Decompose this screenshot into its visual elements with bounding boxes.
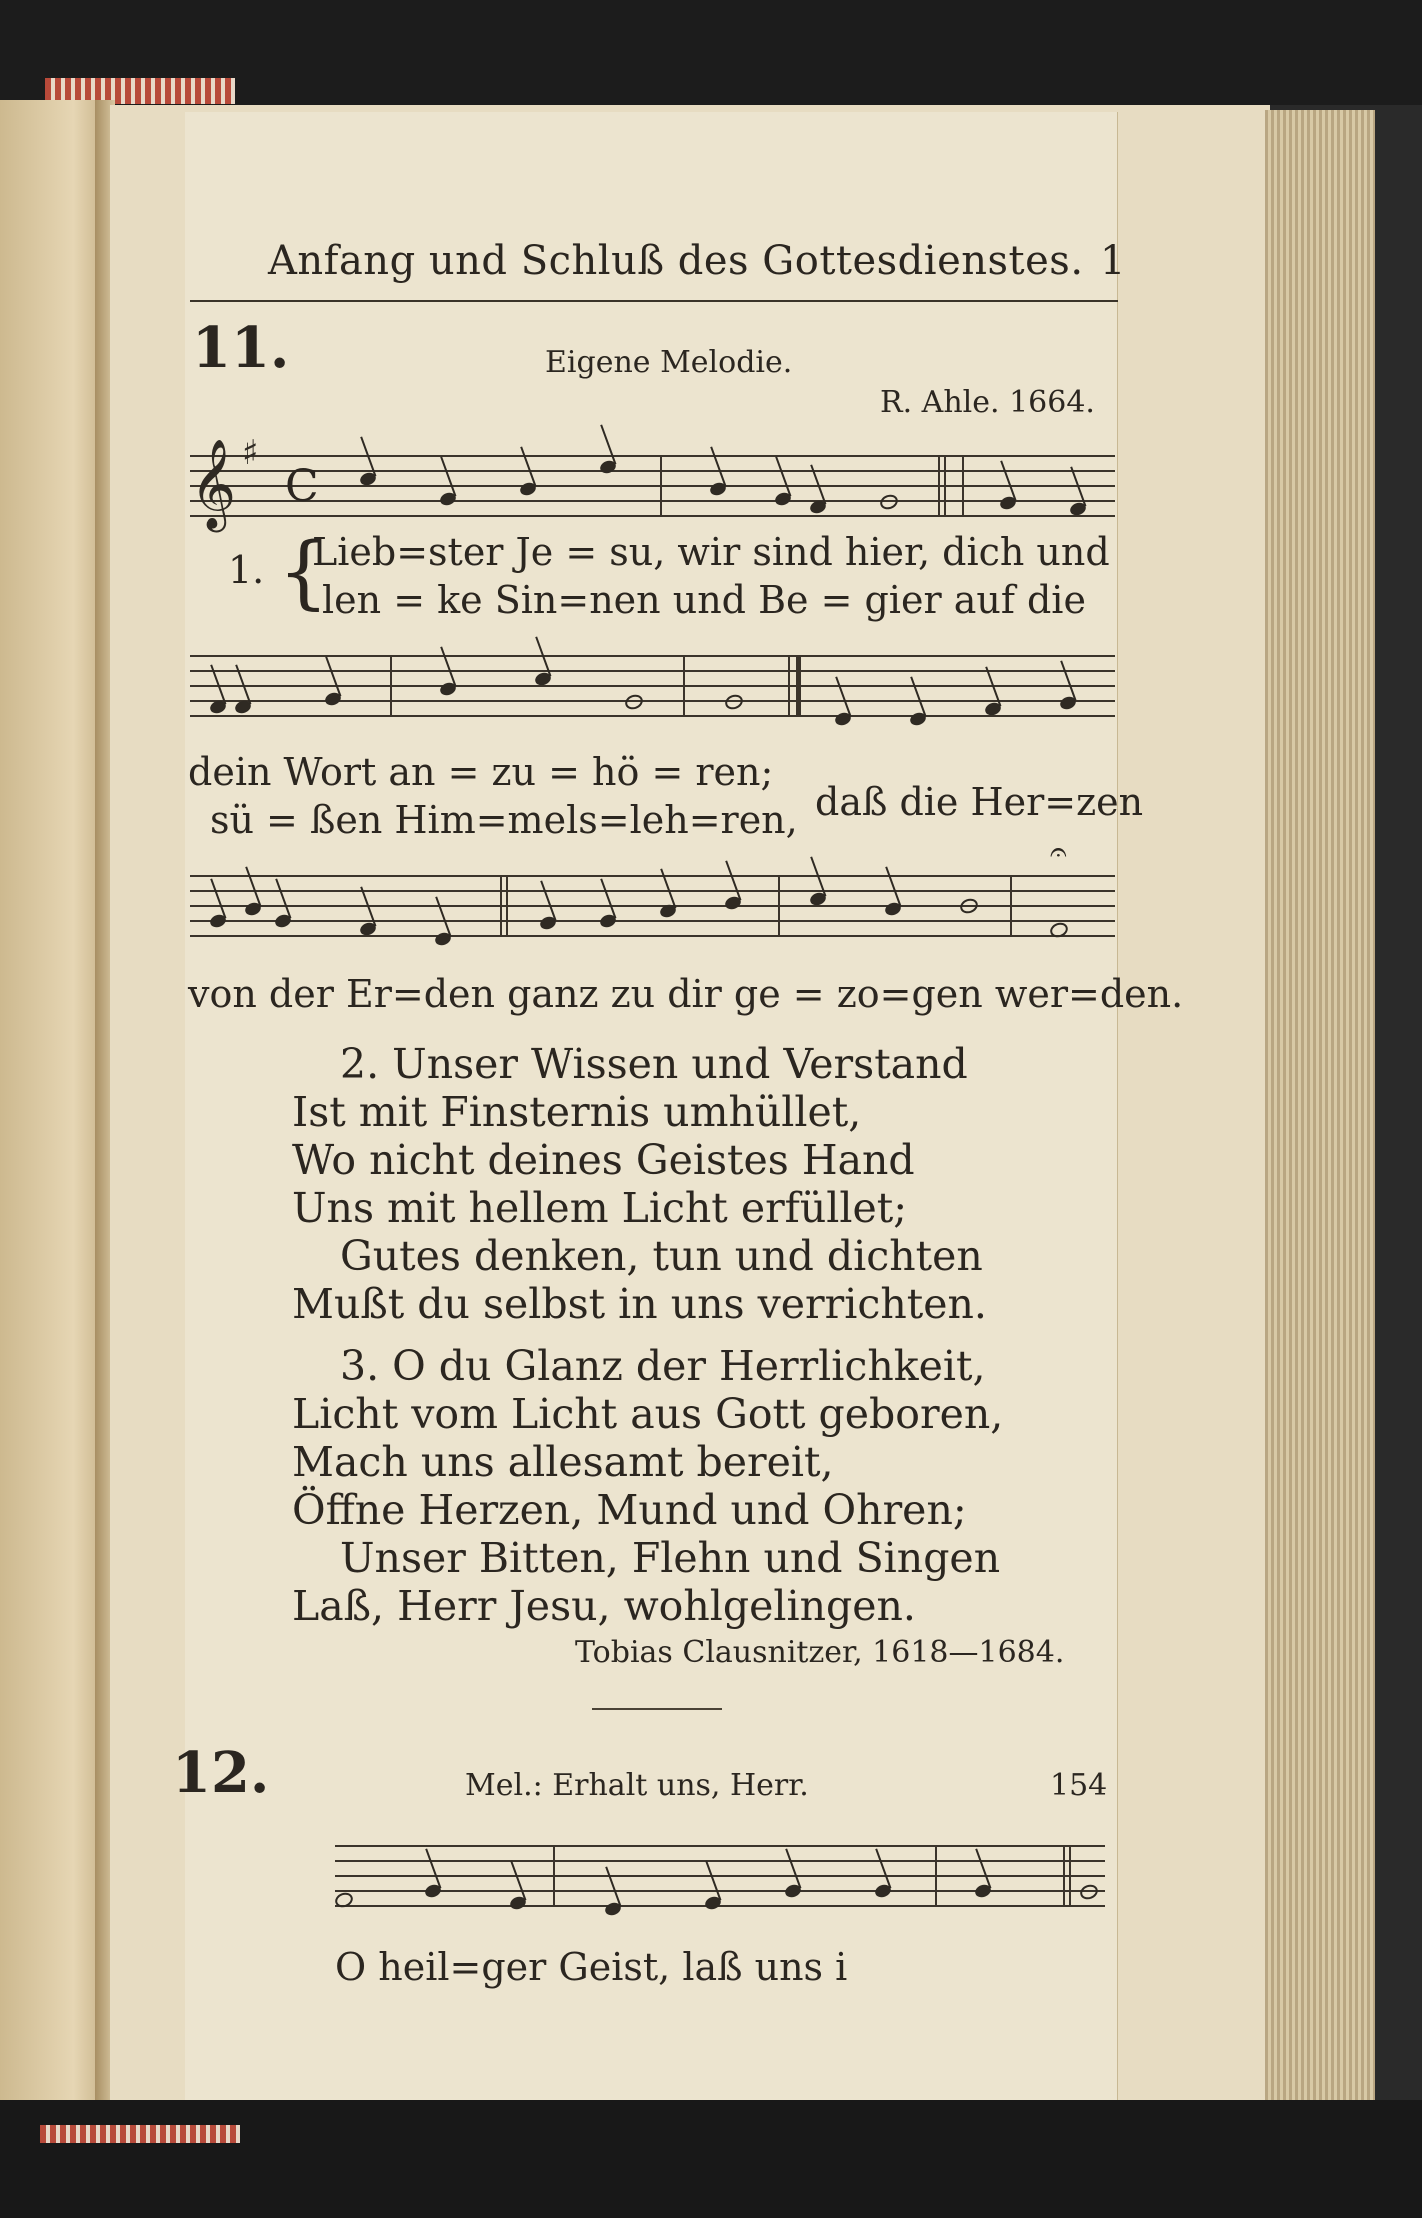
music-note <box>973 1883 992 1900</box>
music-note <box>883 901 902 918</box>
music-note <box>998 495 1017 512</box>
music-note <box>1058 695 1077 712</box>
music-staff-3 <box>190 835 1115 935</box>
music-staff-1 <box>190 433 1115 529</box>
verse-line: Uns mit hellem Licht erfüllet; <box>292 1184 908 1232</box>
verse-line: 3. O du Glanz der Herrlichkeit, <box>340 1342 986 1390</box>
melody-label: Mel.: Erhalt uns, Herr. <box>465 1768 809 1803</box>
fermata-icon: 𝄐 <box>1050 835 1067 870</box>
music-note <box>708 481 727 498</box>
hymn-number: 11. <box>192 315 290 381</box>
lyrics-line: O heil=ger Geist, laß uns i <box>335 1945 848 1989</box>
music-note <box>598 459 617 476</box>
verse-line: Ist mit Finsternis umhüllet, <box>292 1088 862 1136</box>
lyrics-line: daß die Her=zen <box>815 780 1144 824</box>
verse-line: Gutes denken, tun und dichten <box>340 1232 983 1280</box>
verse-line: 2. Unser Wissen und Verstand <box>340 1040 968 1088</box>
melody-label: Eigene Melodie. <box>545 345 793 380</box>
music-note <box>243 901 262 918</box>
left-page-edge <box>0 100 105 2120</box>
hymn-number: 12. <box>172 1740 270 1806</box>
music-note <box>623 692 645 711</box>
treble-clef-icon: 𝄞 <box>190 439 237 529</box>
music-note <box>723 692 745 711</box>
page-number: 1 <box>1100 238 1126 284</box>
music-note <box>878 492 900 511</box>
lyrics-line: dein Wort an = zu = hö = ren; <box>188 750 774 794</box>
music-note <box>438 491 457 508</box>
verse-line: Mußt du selbst in uns verrichten. <box>292 1280 987 1328</box>
ribbon-bookmark-bottom <box>40 2125 240 2143</box>
music-note <box>1078 1882 1100 1901</box>
music-note <box>773 491 792 508</box>
music-note <box>208 913 227 930</box>
verse-line: Licht vom Licht aus Gott geboren, <box>292 1390 1004 1438</box>
running-header: Anfang und Schluß des Gottesdienstes. <box>268 238 1084 284</box>
author-credit: Tobias Clausnitzer, 1618—1684. <box>575 1635 1065 1670</box>
section-divider <box>592 1708 722 1710</box>
lyrics-line: von der Er=den ganz zu dir ge = zo=gen wer=den. <box>188 972 1184 1016</box>
header-rule <box>190 300 1118 302</box>
music-note <box>518 481 537 498</box>
lyrics-line: sü = ßen Him=mels=leh=ren, <box>210 798 798 842</box>
composer-credit: R. Ahle. 1664. <box>880 385 1095 420</box>
music-staff-4 <box>335 1845 1105 1905</box>
music-note <box>423 1883 442 1900</box>
verse-line: Laß, Herr Jesu, wohlgelingen. <box>292 1582 916 1630</box>
lyrics-line: Lieb=ster Je = su, wir sind hier, dich und <box>312 530 1110 574</box>
music-note <box>273 913 292 930</box>
verse-line: Unser Bitten, Flehn und Singen <box>340 1534 1001 1582</box>
verse-number: 1. <box>228 548 265 592</box>
verse-line: Mach uns allesamt bereit, <box>292 1438 834 1486</box>
music-note <box>958 896 980 915</box>
music-note <box>873 1883 892 1900</box>
music-note <box>323 691 342 708</box>
book-cover-bottom <box>0 2100 1422 2218</box>
music-note <box>438 681 457 698</box>
music-note <box>723 895 742 912</box>
sharp-icon: ♯ <box>242 433 259 473</box>
verse-brace: { <box>278 525 329 618</box>
verse-line: Wo nicht deines Geistes Hand <box>292 1136 915 1184</box>
music-note <box>783 1883 802 1900</box>
music-note <box>538 915 557 932</box>
lyrics-line: len = ke Sin=nen und Be = gier auf die <box>322 578 1086 622</box>
music-staff-2 <box>190 655 1115 715</box>
common-time-icon: C <box>285 461 319 512</box>
music-note <box>598 913 617 930</box>
page-fore-edge <box>1265 110 1375 2100</box>
verse-line: Öffne Herzen, Mund und Ohren; <box>292 1486 967 1534</box>
reference-number: 154 <box>1050 1768 1108 1803</box>
